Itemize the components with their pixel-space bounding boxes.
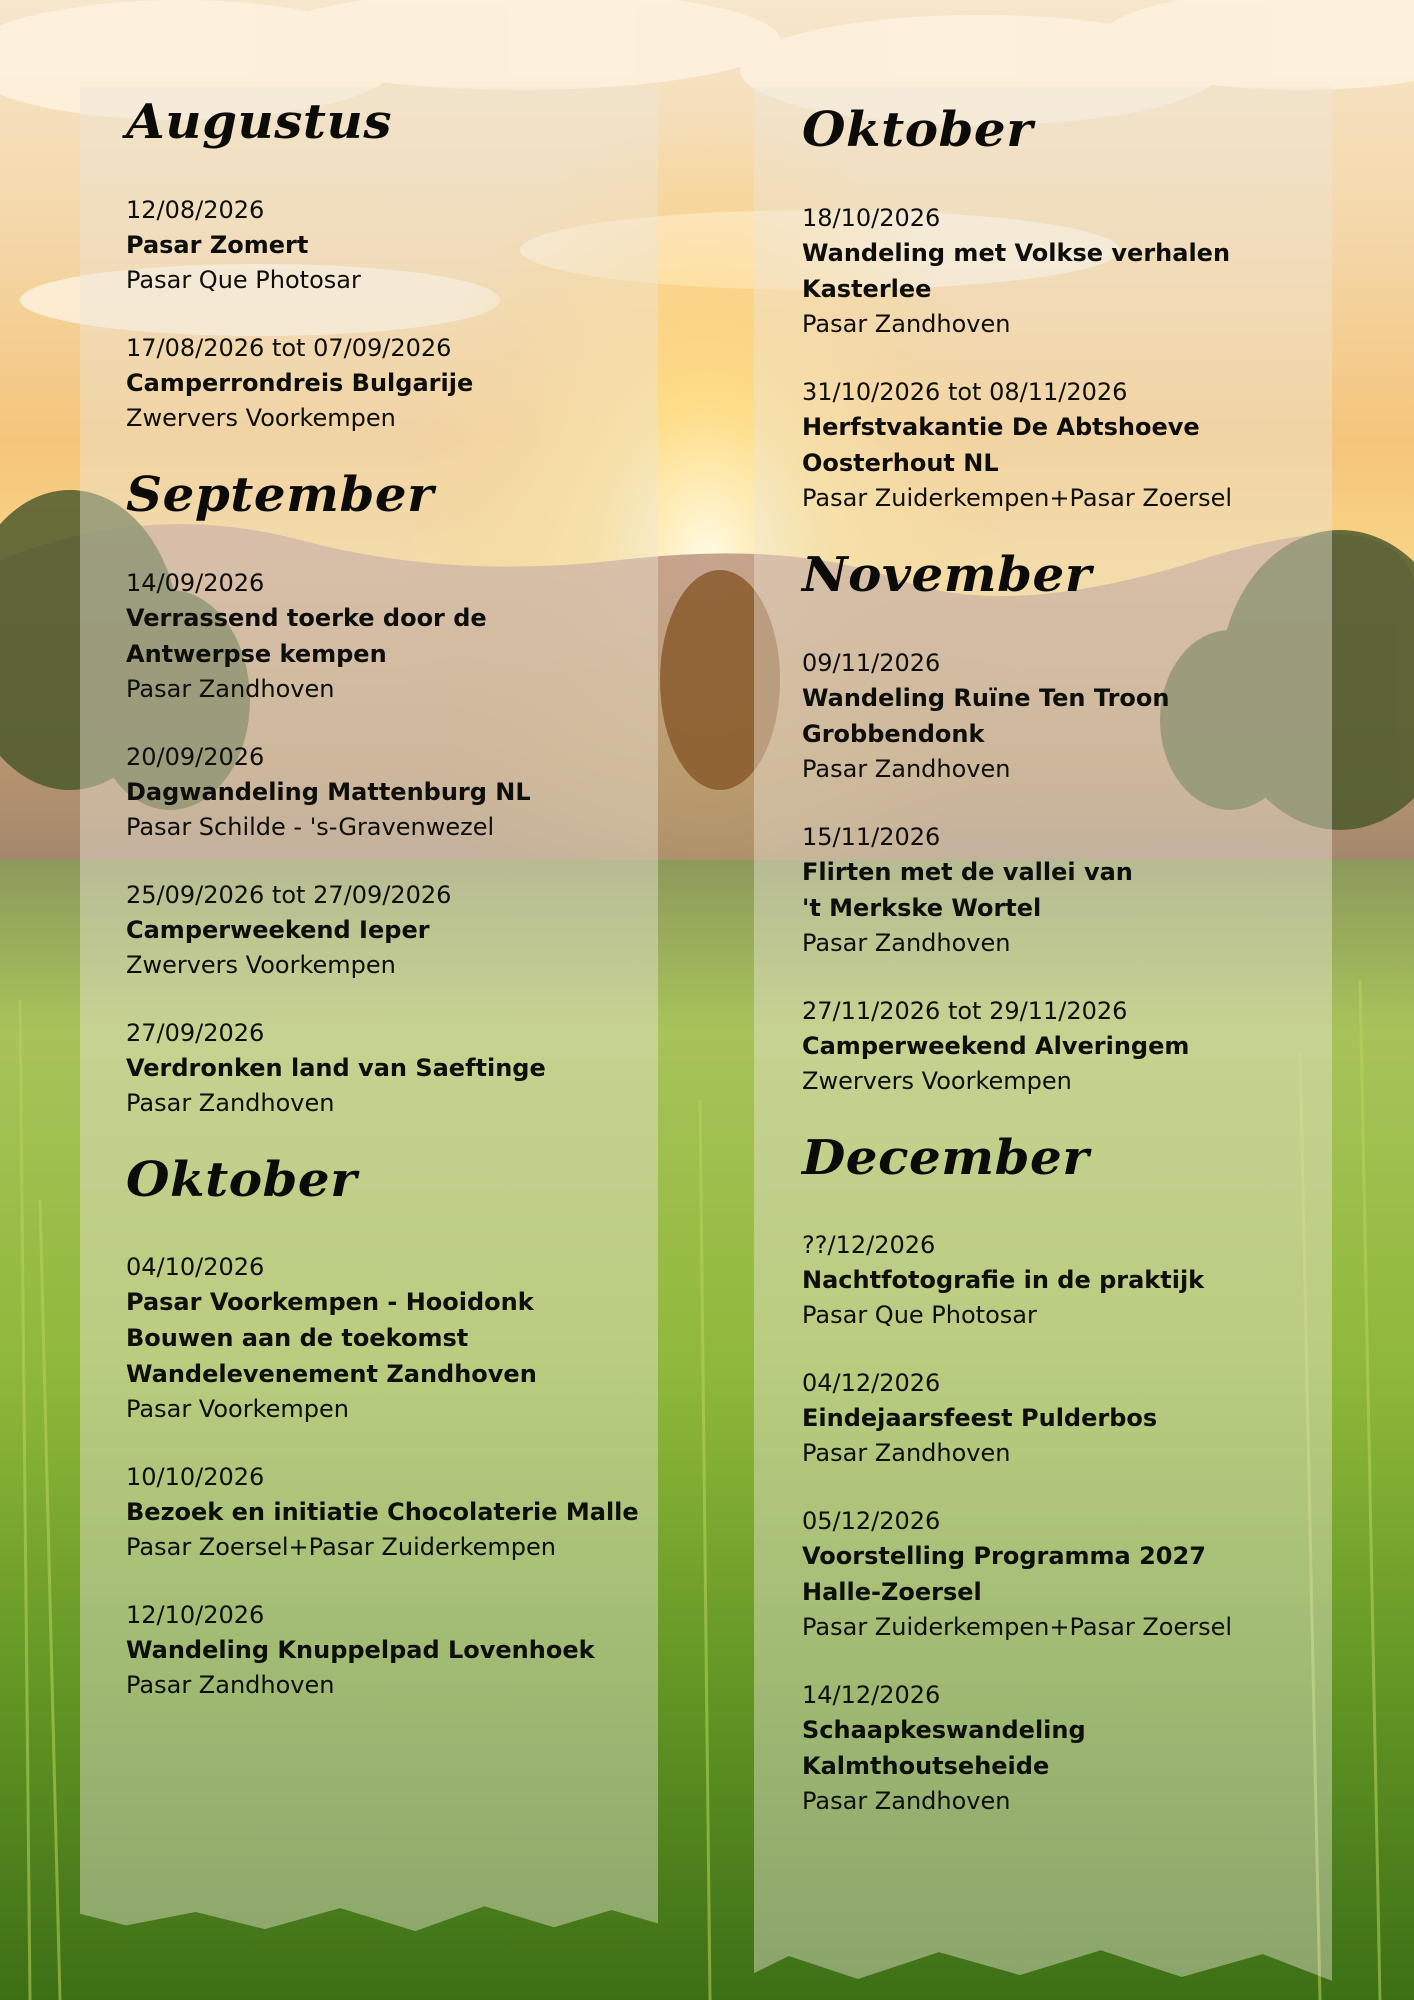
event-date: 10/10/2026 — [126, 1463, 265, 1492]
event-title: Grobbendonk — [802, 719, 985, 748]
event-title: Camperweekend Alveringem — [802, 1031, 1190, 1060]
event-title: Wandeling Knuppelpad Lovenhoek — [126, 1636, 595, 1665]
month-section — [802, 1129, 1362, 1819]
month-heading: Augustus — [126, 94, 392, 150]
event-organizer: Zwervers Voorkempen — [802, 1066, 1072, 1095]
event-organizer: Pasar Zandhoven — [802, 1439, 1011, 1468]
event-title: Pasar Voorkempen - Hooidonk — [126, 1288, 534, 1317]
event-date: 18/10/2026 — [802, 203, 941, 232]
event-item — [802, 646, 1362, 786]
event-item — [802, 820, 1362, 960]
event-date: 04/12/2026 — [802, 1369, 941, 1398]
event-item — [126, 1016, 646, 1120]
event-organizer: Pasar Voorkempen — [126, 1395, 349, 1424]
event-item — [802, 375, 1362, 515]
event-title: Kasterlee — [802, 274, 932, 303]
event-date: 31/10/2026 tot 08/11/2026 — [802, 377, 1128, 406]
event-title: Wandeling met Volkse verhalen — [802, 238, 1231, 267]
event-title: Verrassend toerke door de — [126, 603, 487, 632]
event-date: 20/09/2026 — [126, 742, 265, 771]
event-date: 27/09/2026 — [126, 1018, 265, 1047]
event-item — [126, 193, 646, 297]
left-column — [126, 96, 646, 1736]
event-title: Antwerpse kempen — [126, 639, 387, 668]
event-item — [126, 331, 646, 435]
event-title: Camperweekend Ieper — [126, 915, 430, 944]
event-title: Nachtfotografie in de praktijk — [802, 1266, 1205, 1295]
event-organizer: Pasar Schilde - 's-Gravenwezel — [126, 812, 495, 841]
event-organizer: Pasar Zandhoven — [802, 1787, 1011, 1816]
event-item — [802, 1504, 1362, 1644]
event-item — [126, 1460, 646, 1564]
event-title: Wandelevenement Zandhoven — [126, 1360, 537, 1389]
event-organizer: Pasar Que Photosar — [802, 1301, 1037, 1330]
event-title: 't Merkske Wortel — [802, 893, 1042, 922]
month-section — [126, 96, 646, 435]
event-title: Flirten met de vallei van — [802, 857, 1133, 886]
event-item — [126, 740, 646, 844]
event-title: Bouwen aan de toekomst — [126, 1324, 469, 1353]
month-heading: September — [126, 466, 435, 523]
event-organizer: Pasar Zandhoven — [126, 674, 335, 703]
event-title: Voorstelling Programma 2027 — [802, 1542, 1206, 1571]
event-organizer: Zwervers Voorkempen — [126, 950, 396, 979]
event-title: Bezoek en initiatie Chocolaterie Malle — [126, 1498, 639, 1527]
event-item — [126, 566, 646, 706]
event-date: 09/11/2026 — [802, 648, 941, 677]
event-title: Pasar Zomert — [126, 230, 309, 259]
event-title: Oosterhout NL — [802, 448, 999, 477]
event-item — [802, 1366, 1362, 1470]
event-item — [802, 1678, 1362, 1818]
event-title: Herfstvakantie De Abtshoeve — [802, 412, 1200, 441]
right-column — [802, 104, 1362, 1852]
event-title: Schaapkeswandeling — [802, 1716, 1086, 1745]
event-date: 25/09/2026 tot 27/09/2026 — [126, 880, 452, 909]
event-title: Kalmthoutseheide — [802, 1752, 1050, 1781]
event-date: ??/12/2026 — [802, 1231, 936, 1260]
event-item — [802, 994, 1362, 1098]
event-title: Eindejaarsfeest Pulderbos — [802, 1404, 1158, 1433]
month-heading: Oktober — [802, 102, 1034, 158]
event-item — [802, 201, 1362, 341]
event-date: 14/09/2026 — [126, 568, 265, 597]
event-date: 27/11/2026 tot 29/11/2026 — [802, 996, 1128, 1025]
month-section — [802, 104, 1362, 515]
event-date: 12/08/2026 — [126, 195, 265, 224]
event-title: Verdronken land van Saeftinge — [126, 1053, 546, 1082]
month-heading: November — [802, 546, 1092, 603]
month-heading: Oktober — [126, 1151, 358, 1208]
event-title: Wandeling Ruïne Ten Troon — [802, 683, 1170, 712]
event-organizer: Pasar Zoersel+Pasar Zuiderkempen — [126, 1533, 557, 1562]
event-date: 12/10/2026 — [126, 1601, 265, 1630]
event-title: Halle-Zoersel — [802, 1578, 982, 1607]
event-item — [126, 878, 646, 982]
event-organizer: Pasar Zandhoven — [126, 1088, 335, 1117]
month-heading: December — [802, 1129, 1090, 1186]
event-item — [126, 1250, 646, 1426]
event-date: 14/12/2026 — [802, 1681, 941, 1710]
event-organizer: Pasar Zandhoven — [802, 928, 1011, 957]
event-organizer: Pasar Zuiderkempen+Pasar Zoersel — [802, 1613, 1233, 1642]
month-section — [126, 1151, 646, 1703]
month-section — [126, 466, 646, 1120]
event-organizer: Pasar Zandhoven — [802, 754, 1011, 783]
event-date: 15/11/2026 — [802, 822, 941, 851]
month-section — [802, 546, 1362, 1098]
event-date: 04/10/2026 — [126, 1253, 265, 1282]
event-item — [802, 1228, 1362, 1332]
event-organizer: Pasar Que Photosar — [126, 265, 361, 294]
event-title: Camperrondreis Bulgarije — [126, 368, 474, 397]
event-organizer: Pasar Zuiderkempen+Pasar Zoersel — [802, 483, 1233, 512]
event-title: Dagwandeling Mattenburg NL — [126, 777, 531, 806]
event-item — [126, 1598, 646, 1702]
event-date: 17/08/2026 tot 07/09/2026 — [126, 333, 452, 362]
event-organizer: Zwervers Voorkempen — [126, 403, 396, 432]
event-organizer: Pasar Zandhoven — [126, 1671, 335, 1700]
event-organizer: Pasar Zandhoven — [802, 309, 1011, 338]
event-date: 05/12/2026 — [802, 1507, 941, 1536]
